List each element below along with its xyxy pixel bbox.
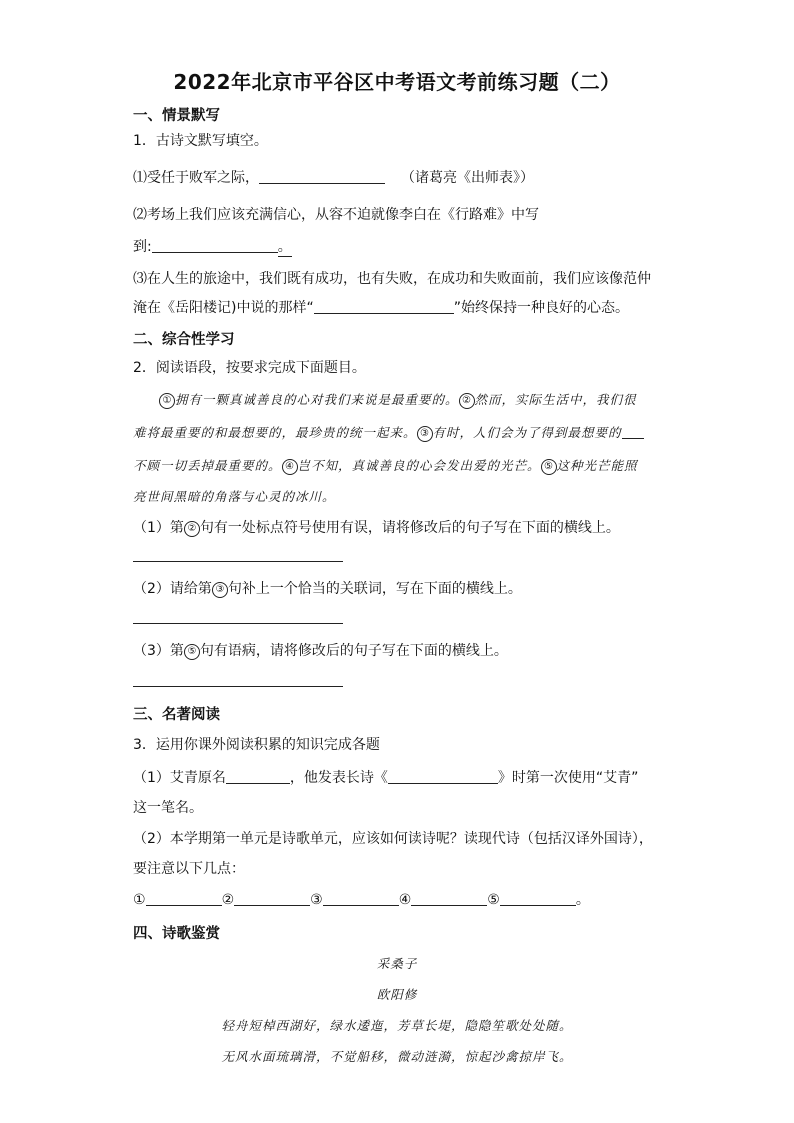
- answer-line[interactable]: [133, 561, 343, 562]
- answer-blank[interactable]: [146, 891, 222, 906]
- section-heading-1: 一、情景默写: [133, 108, 220, 124]
- answer-blank[interactable]: [152, 238, 278, 253]
- passage-line-4: 亮世间黑暗的角落与心灵的冰川。: [133, 489, 336, 504]
- q1-item-1-text: ⑴受任于败军之际，: [133, 170, 259, 186]
- passage-line-3: 不顾一切丢掉最重要的。 ④ 岂不知，真诚善良的心会发出爱的光芒。 ⑤ 这种光芒能照: [133, 458, 638, 473]
- blank-marker-4: ④: [398, 892, 412, 908]
- section-heading-4: 四、诗歌鉴赏: [133, 926, 220, 942]
- marker-2: ②: [184, 521, 200, 537]
- q2-sub-2: （2）请给第 ③ 句补上一个恰当的关联词，写在下面的横线上。: [133, 581, 522, 597]
- answer-blank[interactable]: [259, 169, 385, 184]
- answer-line[interactable]: [133, 686, 343, 687]
- q3-sub-2-line2: 要注意以下几点：: [133, 861, 245, 877]
- q3-sub-2-blanks: ① ② ③ ④ ⑤ 。: [133, 892, 590, 908]
- poem-line-2: 无风水面琉璃滑，不觉船移，微动涟漪，惊起沙禽掠岸飞。: [221, 1049, 573, 1064]
- blank-marker-2: ②: [221, 892, 235, 908]
- answer-blank[interactable]: [388, 769, 498, 784]
- blank-marker-5: ⑤: [487, 892, 500, 908]
- question-1: 1．古诗文默写填空。: [133, 133, 268, 149]
- q3-sub-1: （1）艾青原名 ，他发表长诗《 》时第一次使用“艾青”: [133, 770, 639, 786]
- answer-blank[interactable]: [234, 891, 310, 906]
- q2-sub-1: （1）第 ② 句有一处标点符号使用有误，请将修改后的句子写在下面的横线上。: [133, 520, 620, 536]
- question-2: 2．阅读语段，按要求完成下面题目。: [133, 360, 366, 376]
- passage-blank[interactable]: [622, 424, 644, 439]
- q3-sub-2-line1: （2）本学期第一单元是诗歌单元，应该如何读诗呢？读现代诗（包括汉译外国诗），: [133, 831, 653, 847]
- q1-item-2-end: 。: [278, 236, 292, 257]
- poem-line-1: 轻舟短棹西湖好，绿水逶迤，芳草长堤，隐隐笙歌处处随。: [221, 1018, 573, 1033]
- q1-item-2-line1: ⑵考场上我们应该充满信心，从容不迫就像李白在《行路难》中写: [133, 207, 539, 223]
- q1-item-2-line2: [133, 236, 292, 257]
- answer-blank[interactable]: [314, 299, 454, 314]
- marker-2: ②: [459, 393, 475, 409]
- q1-item-2-text: 到:: [133, 239, 152, 255]
- passage-line-1: ① 拥有一颗真诚善良的心对我们来说是最重要的。 ② 然而，实际生活中，我们很: [159, 390, 637, 409]
- marker-3: ③: [212, 582, 228, 598]
- q1-item-3-end: ”始终保持一种良好的心态。: [453, 300, 629, 316]
- q3-sub-1-line2: 这一笔名。: [133, 800, 203, 816]
- section-heading-3: 三、名著阅读: [133, 707, 220, 723]
- q1-item-1-source: （诸葛亮《出师表》）: [401, 170, 534, 186]
- page-title: 2022年北京市平谷区中考语文考前练习题（二）: [173, 70, 621, 94]
- blank-marker-1: ①: [133, 892, 146, 908]
- passage-line-2: 难将最重要的和最想要的，最珍贵的统一起来。 ③ 有时，人们会为了得到最想要的: [133, 423, 644, 442]
- poem-author: 欧阳修: [376, 987, 418, 1002]
- blank-marker-3: ③: [310, 892, 323, 908]
- answer-line[interactable]: [133, 623, 343, 624]
- marker-4: ④: [282, 459, 298, 475]
- answer-blank[interactable]: [323, 891, 399, 906]
- q2-sub-3: （3）第 ⑤ 句有语病，请将修改后的句子写在下面的横线上。: [133, 643, 508, 659]
- marker-3: ③: [417, 426, 433, 442]
- marker-1: ①: [159, 393, 175, 409]
- poem-title: 采桑子: [376, 956, 418, 971]
- answer-blank[interactable]: [411, 891, 487, 906]
- answer-blank[interactable]: [500, 891, 576, 906]
- question-3: 3．运用你课外阅读积累的知识完成各题: [133, 737, 380, 753]
- q1-item-3-line2: [133, 297, 629, 317]
- marker-5: ⑤: [184, 644, 200, 660]
- marker-5: ⑤: [541, 459, 557, 475]
- q1-item-3-text: 淹在《岳阳楼记)中说的那样“: [133, 300, 314, 316]
- answer-blank[interactable]: [226, 769, 290, 784]
- q1-item-3-line1: ⑶在人生的旅途中，我们既有成功，也有失败，在成功和失败面前，我们应该像范仲: [133, 271, 651, 287]
- q1-item-1: [133, 167, 534, 187]
- section-heading-2: 二、综合性学习: [133, 332, 235, 348]
